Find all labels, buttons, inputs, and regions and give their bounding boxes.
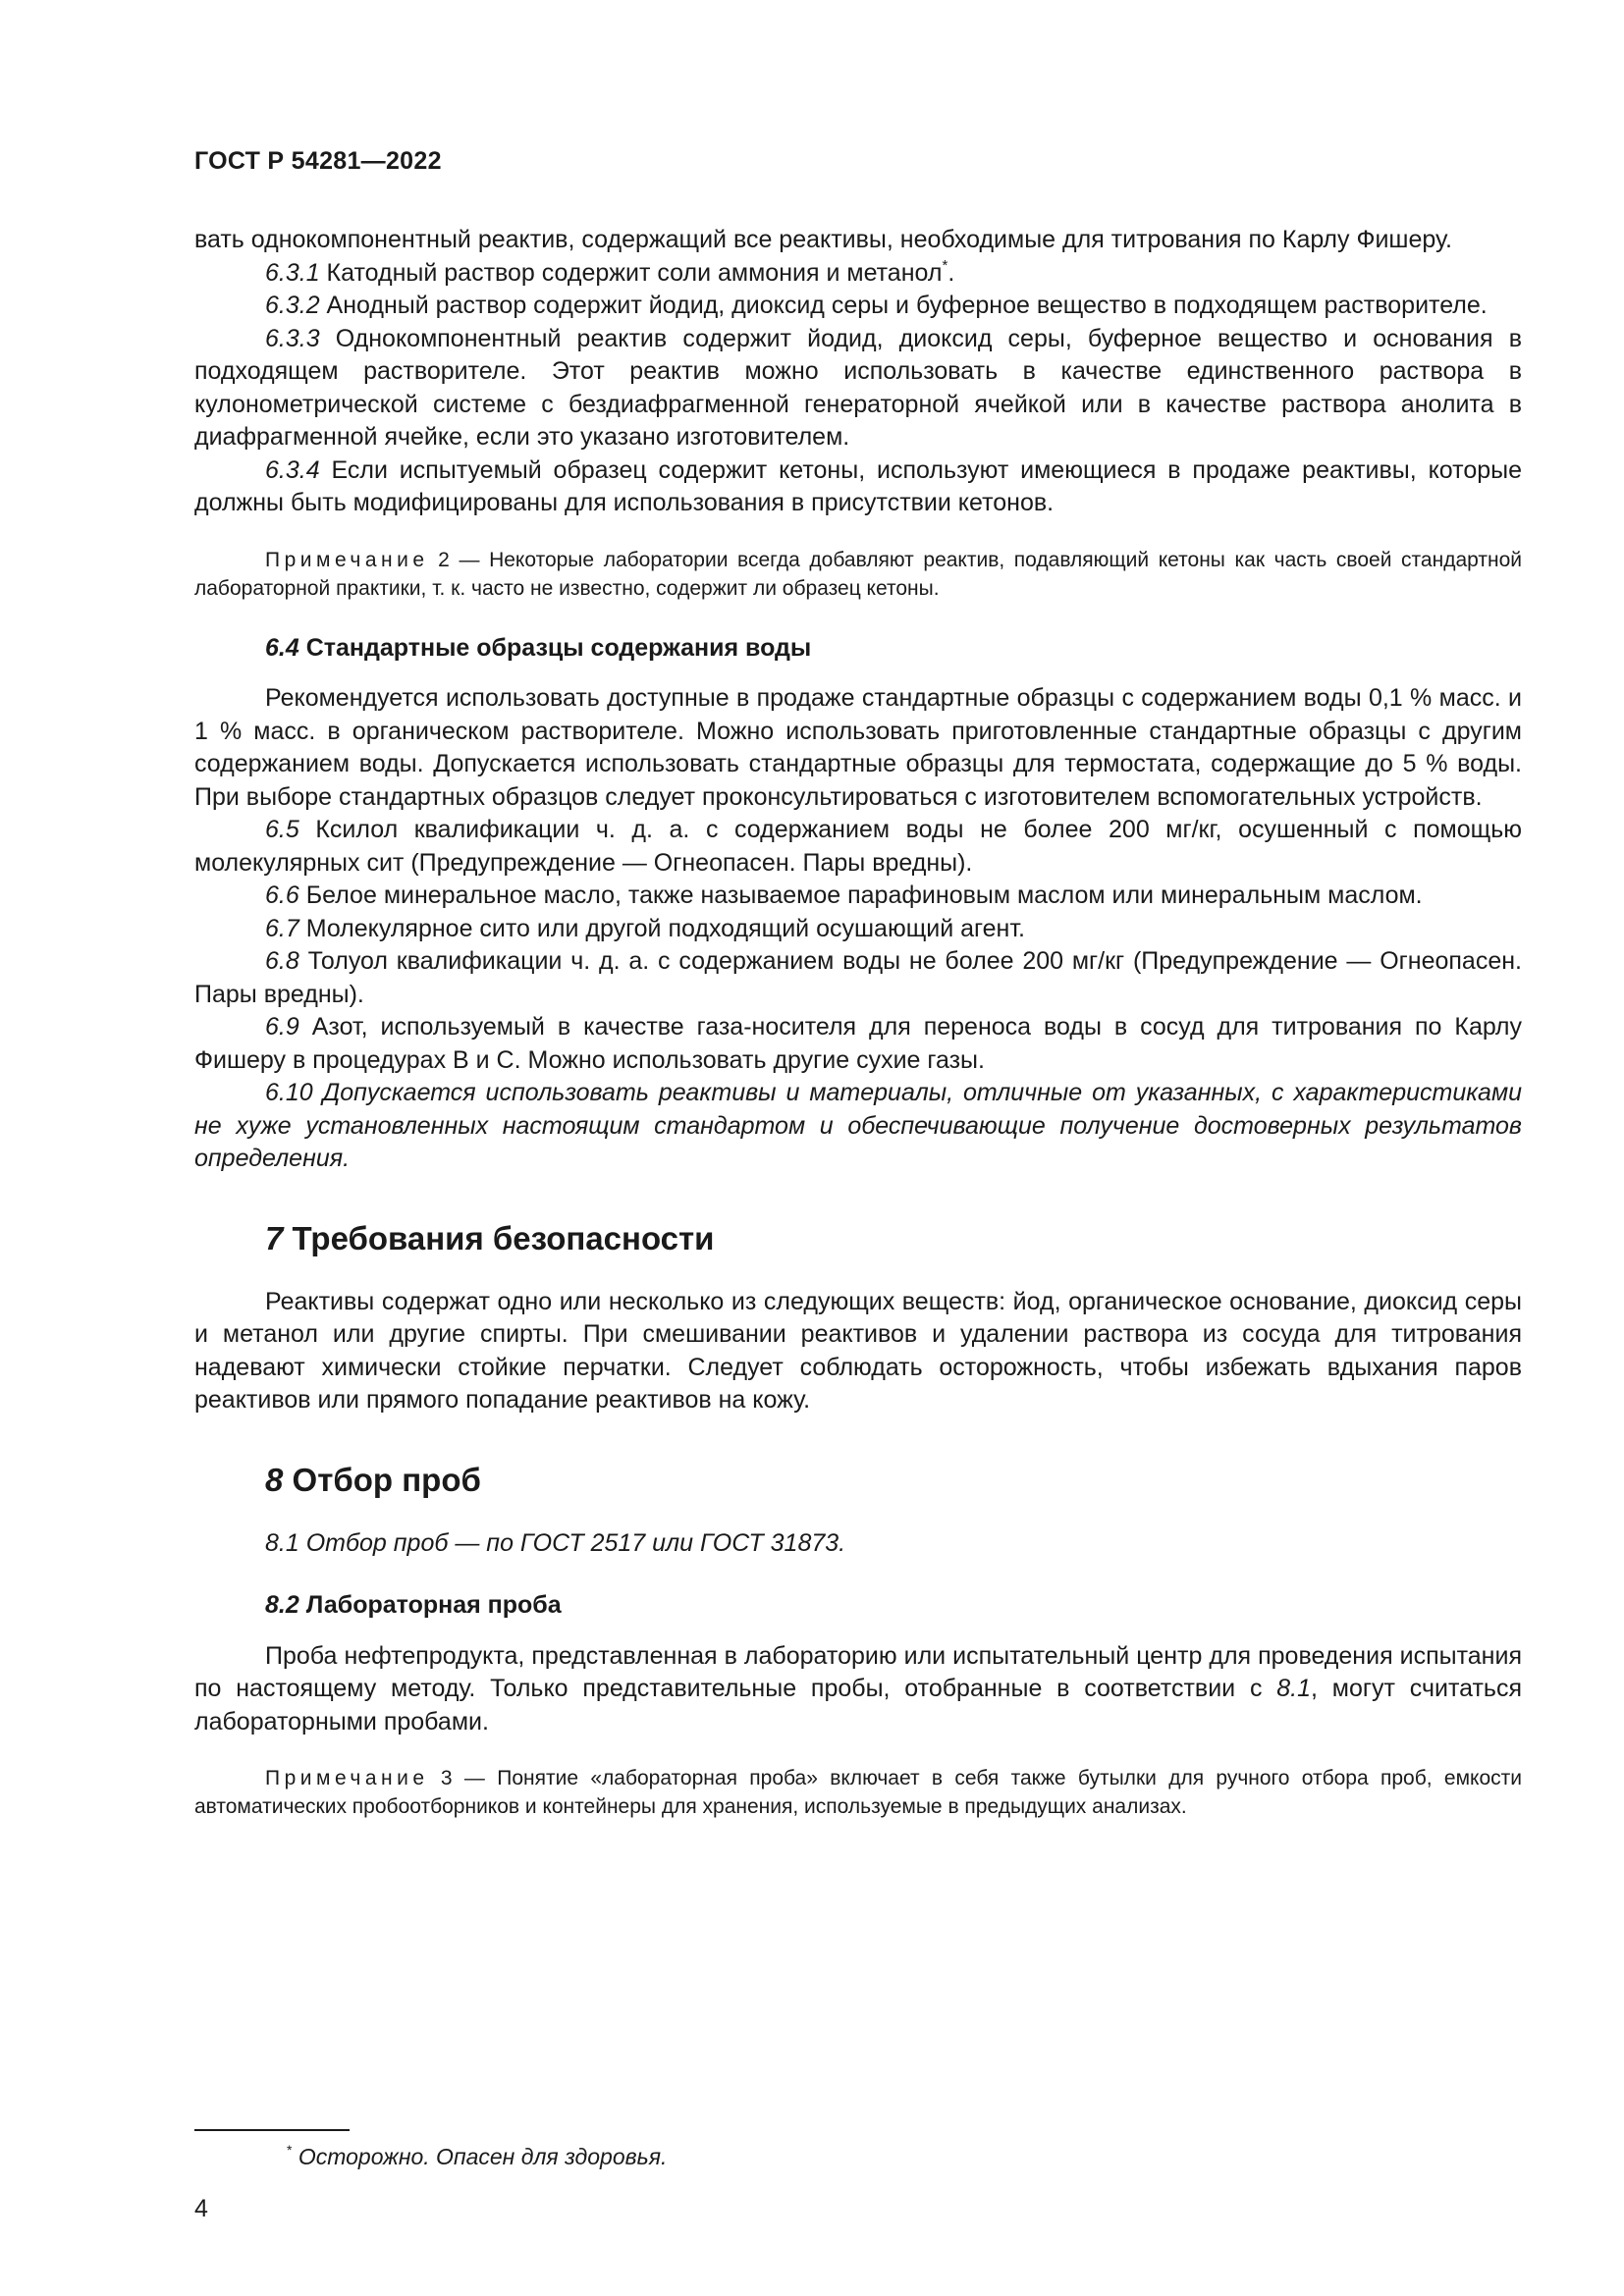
footnote-text: Осторожно. Опасен для здоровья. (292, 2144, 668, 2169)
paragraph-6-7 (194, 913, 1522, 946)
clause-number: 6.8 (265, 947, 299, 975)
footnote-mark: * (287, 2142, 293, 2158)
clause-number: 6.3.4 (265, 455, 320, 484)
paragraph-6-8 (194, 945, 1522, 1011)
heading-8-2 (194, 1589, 1522, 1623)
page-content (194, 224, 1522, 1821)
clause-number: 6.3.3 (265, 324, 320, 352)
clause-number: 6.3.1 (265, 258, 320, 287)
clause-text: Белое минеральное масло, также называемое парафиновым маслом или минеральным маслом. (298, 881, 1423, 909)
clause-text: Толуол квалификации ч. д. а. с содержанием воды не более 200 мг/кг (Предупреждение — Огнеопасен. Пары вредны). (194, 947, 1522, 1008)
paragraph-continuation: вать однокомпонентный реактив, содержащий все реактивы, необходимые для титрования по Карлу Фишеру. (194, 226, 1452, 253)
paragraph-6-3-2 (194, 290, 1522, 323)
footnote-separator (194, 2129, 350, 2131)
heading-section-8 (194, 1461, 1522, 1500)
section-title: Отбор проб (283, 1461, 481, 1498)
note-text: 2 — Некоторые лаборатории всегда добавляют реактив, подавляющий кетоны как часть своей стандартной лабораторной практики, т. к. часто не известно, содержит ли образец кетоны. (194, 548, 1522, 600)
heading-6-4 (194, 632, 1522, 666)
clause-text-end: . (947, 258, 955, 287)
note-label: Примечание (265, 548, 429, 571)
paragraph-6-3-3 (194, 323, 1522, 454)
clause-text: Ксилол квалификации ч. д. а. с содержанием воды не более 200 мг/кг, осушенный с помощью молекулярных сит (Предупреждение — Огнеопасен. Пары вредны). (194, 816, 1522, 877)
section-number: 8 (265, 1461, 284, 1498)
page-number: 4 (194, 2195, 208, 2222)
paragraph-8-1: 8.1 Отбор проб — по ГОСТ 2517 или ГОСТ 31873. (265, 1528, 846, 1557)
paragraph-section-7: Реактивы содержат одно или несколько из следующих веществ: йод, органическое основание, диоксид серы и метанол или другие спирты. При смешивании реактивов и удалении раствора из сосуда для титрования надевают химически стойкие перчатки. Следует соблюдать осторожность, чтобы избежать вдыхания паров реактивов или прямого попадание реактивов на кожу. (194, 1287, 1522, 1414)
paragraph-6-10: 6.10 Допускается использовать реактивы и материалы, отличные от указанных, с характеристиками не хуже установленных настоящим стандартом и обеспечивающие получение достоверных результатов определения. (194, 1079, 1522, 1172)
paragraph-6-6 (194, 880, 1522, 913)
section-title: Требования безопасности (283, 1219, 715, 1256)
clause-text: Если испытуемый образец содержит кетоны, используют имеющиеся в продаже реактивы, которые должны быть модифицированы для использования в присутствии кетонов. (194, 455, 1522, 516)
paragraph-6-4: Рекомендуется использовать доступные в продаже стандартные образцы с содержанием воды 0,1 % масс. и 1 % масс. в органическом растворителе. Можно использовать приготовленные стандартные образцы с другим содержанием воды. Допускается использовать стандартные образцы для термостата, содержащие до 5 % воды. При выборе стандартных образцов следует проконсультироваться с изготовителем вспомогательных устройств. (194, 684, 1522, 811)
clause-reference: 8.1 (1276, 1675, 1312, 1702)
clause-number: 6.9 (265, 1013, 299, 1041)
heading-number: 8.2 (265, 1591, 299, 1619)
note-text: 3 — Понятие «лабораторная проба» включает в себя также бутылки для ручного отбора проб, емкости автоматических пробоотборников и контейнеры для хранения, используемые в предыдущих анализах. (194, 1767, 1522, 1818)
clause-text: Однокомпонентный реактив содержит йодид, диоксид серы, буферное вещество и основания в подходящем растворителе. Этот реактив можно использовать в качестве единственного раствора в кулонометрической системе с бездиафрагменной генераторной ячейкой или в качестве раствора анолита в диафрагменной ячейке, если это указано изготовителем. (194, 324, 1522, 451)
clause-number: 6.5 (265, 816, 299, 843)
heading-title: Стандартные образцы содержания воды (298, 633, 812, 662)
footnote-marker: * (942, 256, 948, 274)
section-number: 7 (265, 1219, 284, 1256)
clause-text: Проба нефтепродукта, представленная в лабораторию или испытательный центр для проведения испытания по настоящему методу. Только представительные пробы, отобранные в соответствии с (194, 1641, 1522, 1702)
clause-number: 6.6 (265, 881, 299, 909)
clause-number: 6.7 (265, 914, 299, 942)
note-2 (194, 546, 1522, 603)
footnote (287, 2144, 667, 2170)
paragraph-8-2 (194, 1640, 1522, 1739)
clause-text: Анодный раствор содержит йодид, диоксид серы и буферное вещество в подходящем растворителе. (319, 292, 1488, 319)
heading-section-7 (194, 1219, 1522, 1258)
paragraph-6-9 (194, 1011, 1522, 1077)
clause-text-end: , могут считаться лабораторными пробами. (194, 1675, 1522, 1735)
clause-text: Молекулярное сито или другой подходящий осушающий агент. (298, 914, 1025, 942)
paragraph-6-5 (194, 814, 1522, 880)
paragraph-6-3-1 (194, 257, 1522, 291)
page-header: ГОСТ Р 54281—2022 (194, 147, 442, 175)
clause-text: Катодный раствор содержит соли аммония и метанол (319, 258, 943, 287)
heading-title: Лабораторная проба (298, 1591, 562, 1619)
heading-number: 6.4 (265, 633, 299, 662)
clause-text: Азот, используемый в качестве газа-носителя для переноса воды в сосуд для титрования по Карлу Фишеру в процедурах В и С. Можно использовать другие сухие газы. (194, 1013, 1522, 1074)
clause-number: 6.3.2 (265, 292, 320, 319)
paragraph-6-3-4 (194, 454, 1522, 520)
note-3 (194, 1764, 1522, 1821)
note-label: Примечание (265, 1767, 429, 1789)
